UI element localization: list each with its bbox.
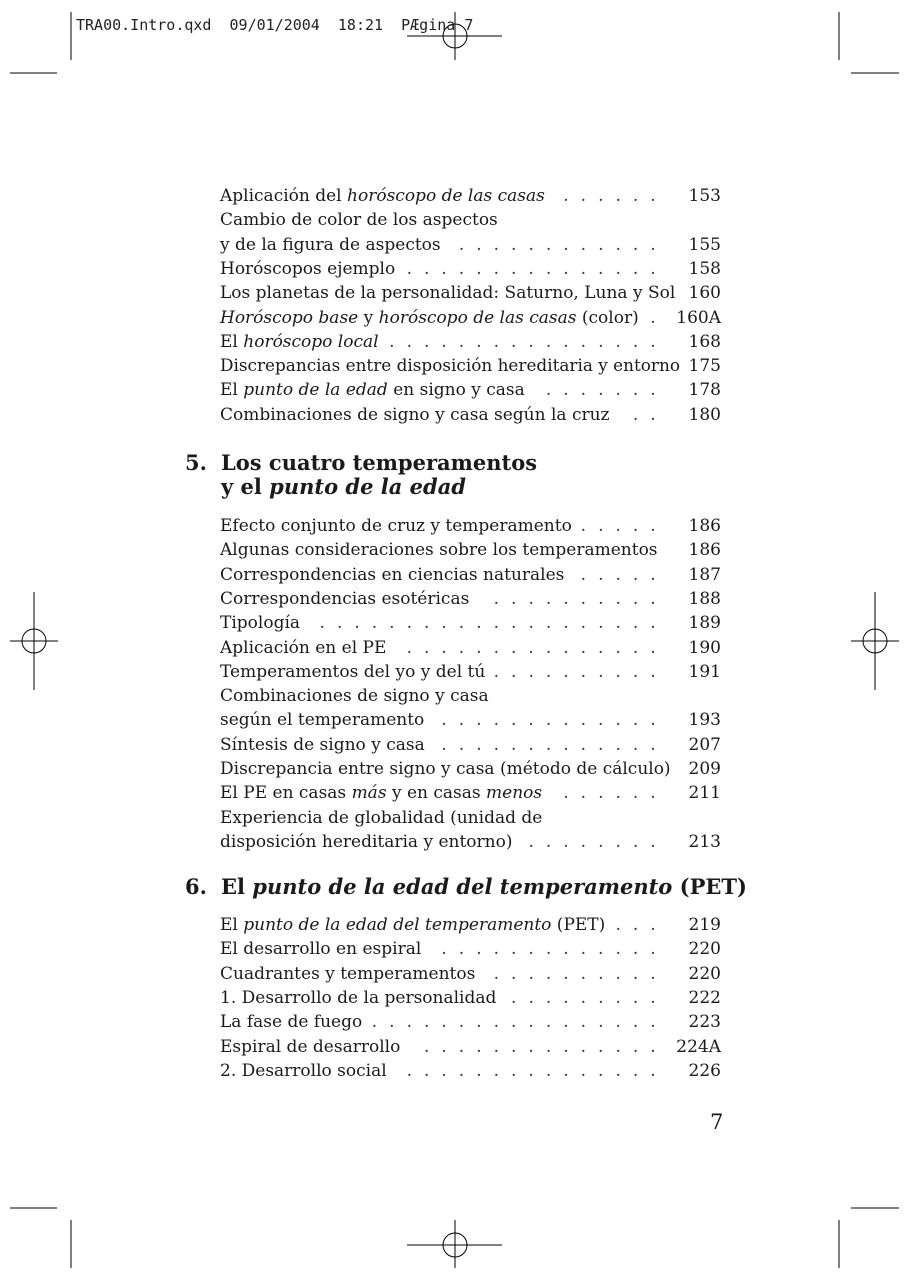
toc-leader-dots: . . . . . . . . . . . . . [441, 710, 659, 731]
toc-entry-text [220, 831, 512, 853]
toc-entry-text [220, 307, 639, 329]
toc-leader-dots: . . . . . . . . . . . . . . . . . [371, 1012, 659, 1033]
toc-entry-italic: horóscopo de las casas [347, 186, 545, 206]
toc-page-number: 219 [688, 915, 721, 935]
toc-page-number: 226 [688, 1060, 721, 1081]
chapter-title-italic: punto de la edad [269, 474, 466, 499]
toc-entry-text [220, 258, 395, 280]
toc-entry-plain: Cambio de color de los aspectos [220, 210, 498, 231]
toc-entry-plain: Espiral de desarrollo [220, 1036, 401, 1057]
toc-entry-plain: Cuadrantes y temperamentos [220, 963, 476, 984]
toc-leader-dots: . . . . . . . . . . . . . [441, 734, 659, 755]
toc-entry-plain: El [220, 380, 244, 401]
toc-page-number: 180 [688, 404, 721, 425]
toc-page-number: 193 [688, 710, 721, 731]
toc-entry-text [220, 1011, 362, 1033]
toc-page-number: 220 [688, 939, 721, 960]
toc-entry-text [220, 612, 300, 634]
toc-entry-plain: Combinaciones de signo y casa según la cruz [220, 404, 610, 425]
toc-entry-plain: Combinaciones de signo y casa [220, 686, 489, 707]
toc-entry-text [220, 234, 441, 256]
chapter-title-plain: (PET) [672, 874, 747, 899]
toc-entry-plain: Correspondencias esotéricas [220, 588, 470, 609]
toc-leader-dots: . [650, 307, 659, 328]
toc-entry-plain: El PE en casas [220, 783, 352, 804]
toc-page-number: 188 [688, 588, 721, 609]
toc-leader-dots: . . . . . . . . [528, 831, 659, 852]
toc-entry-plain: Correspondencias en ciencias naturales [220, 564, 565, 585]
toc-entry-plain: Experiencia de globalidad (unidad de [220, 807, 543, 828]
toc-page-number: 209 [688, 759, 721, 779]
toc-leader-dots: . . . . . . . . . . . . . . . [406, 258, 659, 279]
toc-entry-plain: Los planetas de la personalidad: Saturno, Luna y Sol [220, 283, 676, 304]
toc-leader-dots: . . . . . . . . . [511, 987, 659, 1008]
page-number: 7 [710, 1110, 724, 1134]
toc-entry-text [220, 709, 424, 731]
toc-entry-text [220, 564, 564, 586]
toc-entry-plain: La fase de fuego [220, 1012, 363, 1033]
toc-entry-text [220, 938, 421, 960]
toc-entry-plain: (color) [576, 307, 639, 328]
toc-leader-dots: . . . . . . . . . . . . . . . [406, 1060, 659, 1081]
chapter-title-italic: punto de la edad del temperamento [252, 874, 673, 899]
toc-entry-plain: y en casas [386, 783, 487, 804]
toc-entry-plain: (PET) [551, 915, 606, 935]
toc-leader-dots: . . . . . . . . . . [493, 661, 659, 682]
toc-entry-text [220, 588, 469, 610]
toc-entry-italic: más [351, 783, 387, 804]
toc-entry-text [220, 331, 379, 353]
toc-entry-text [220, 637, 386, 659]
toc-page-number: 187 [688, 564, 721, 585]
toc-entry-text [220, 685, 489, 707]
toc-entry-text [220, 734, 425, 756]
toc-leader-dots: . . . . . . . . . . [493, 963, 659, 984]
toc-entry-plain: Efecto conjunto de cruz y temperamento [220, 516, 572, 536]
toc-page-number: 207 [688, 734, 721, 755]
toc-entry-text [220, 539, 658, 561]
toc-entry-text [220, 209, 498, 231]
toc-leader-dots: . . [632, 404, 659, 425]
toc-page-number: 158 [688, 258, 721, 279]
toc-page-number: 189 [688, 613, 721, 634]
toc-entry-text [220, 963, 475, 985]
toc-page-number: 213 [688, 831, 721, 852]
toc-entry-plain: Aplicación del [220, 186, 348, 206]
chapter-title-line1: Los cuatro temperamentos [221, 450, 538, 475]
toc-leader-dots: . . . . . . . . . . . . . . [423, 1036, 659, 1057]
toc-page-number: 155 [688, 234, 721, 255]
toc-entry-italic: horóscopo local [243, 331, 379, 352]
toc-entry-text [220, 914, 605, 936]
toc-entry-plain: Horóscopos ejemplo [220, 258, 396, 279]
chapter-title-plain: El [221, 874, 253, 899]
toc-entry-plain: en signo y casa [387, 380, 525, 401]
toc-leader-dots: . . . . . . . . . . . . . . . . . . . . [319, 613, 659, 634]
toc-entry-text [220, 1060, 387, 1082]
toc-leader-dots: . . . . . [580, 516, 659, 536]
toc-page-number: 223 [688, 1012, 721, 1033]
toc-leader-dots: . . . . . . . . . . . . . . . [406, 637, 659, 658]
toc-entry-text [220, 404, 610, 426]
toc-entry-italic: horóscopo de las casas [378, 307, 577, 328]
toc-entry-italic: punto de la edad [243, 380, 388, 401]
toc-page-number: 168 [688, 331, 721, 352]
toc-entry-plain: y de la figura de aspectos [220, 234, 441, 255]
toc-entry-plain: Tipología [220, 613, 301, 634]
toc-entry-italic: Horóscopo base [220, 307, 359, 328]
toc-entry-plain: Temperamentos del yo y del tú [220, 661, 486, 682]
chapter-title [221, 874, 747, 899]
toc-entry-text [220, 807, 542, 829]
toc-entry-text [220, 987, 496, 1009]
toc-page-number: 190 [688, 637, 721, 658]
toc-page-number: 175 [688, 356, 721, 377]
toc-page-number: 153 [688, 186, 721, 206]
toc-entry-plain: Síntesis de signo y casa [220, 734, 425, 755]
toc-entry-italic: punto de la edad del temperamento [243, 915, 552, 935]
toc-leader-dots: . . . [615, 915, 659, 935]
toc-entry-plain: El [220, 915, 244, 935]
toc-page-number: 178 [688, 380, 721, 401]
toc-page-number: 224A [676, 1036, 721, 1057]
toc-leader-dots: . . . . . . . . . . . . [458, 234, 659, 255]
toc-entry-text [220, 758, 671, 780]
toc-entry-plain: El [220, 331, 244, 352]
toc-entry-text [220, 185, 545, 207]
toc-page-number: 191 [688, 661, 721, 682]
toc-entry-plain: Algunas consideraciones sobre los temperamentos [220, 540, 658, 561]
toc-entry-text [220, 379, 525, 401]
toc-entry-plain: El desarrollo en espiral [220, 939, 422, 960]
toc-entry-text [220, 661, 485, 683]
toc-entry-plain: Discrepancias entre disposición hereditaria y entorno [220, 356, 680, 377]
toc-leader-dots: . . . . . . . . . . . . . [441, 939, 659, 960]
chapter-title-plain: y el [221, 474, 270, 499]
toc-page-number: 186 [688, 540, 721, 561]
toc-page-number: 220 [688, 963, 721, 984]
chapter-number: 6. [185, 874, 207, 899]
toc-entry-text [220, 355, 680, 377]
toc-leader-dots: . . . . . . [563, 783, 659, 804]
toc-page-number: 160 [688, 283, 721, 304]
toc-page-number: 186 [688, 516, 721, 536]
toc-page-number: 211 [688, 783, 721, 804]
toc-entry-plain: y [358, 307, 379, 328]
toc-entry-plain: 1. Desarrollo de la personalidad [220, 987, 497, 1008]
toc-entry-italic: menos [486, 783, 543, 804]
print-slug-line: TRA00.Intro.qxd 09/01/2004 18:21 PÆgina 7 [76, 16, 474, 34]
toc-entry-plain: según el temperamento [220, 710, 425, 731]
toc-entry-text [220, 282, 675, 304]
toc-leader-dots: . . . . . . . . . . [493, 588, 659, 609]
toc-entry-plain: Aplicación en el PE [220, 637, 387, 658]
toc-leader-dots: . . . . . . . [545, 380, 659, 401]
toc-leader-dots: . . . . . . [563, 186, 659, 206]
toc-page-number: 222 [688, 987, 721, 1008]
toc-entry-text [220, 1036, 400, 1058]
toc-entry-plain: disposición hereditaria y entorno) [220, 831, 513, 852]
chapter-number: 5. [185, 450, 207, 475]
toc-leader-dots: . . . . . . . . . . . . . . . . [389, 331, 659, 352]
toc-entry-text [220, 782, 542, 804]
chapter-title-line2 [221, 474, 466, 499]
toc-entry-text [220, 515, 572, 537]
toc-entry-plain: 2. Desarrollo social [220, 1060, 387, 1081]
toc-entry-plain: Discrepancia entre signo y casa (método de cálculo) [220, 759, 671, 779]
toc-page-number: 160A [676, 307, 721, 328]
toc-leader-dots: . . . . . [580, 564, 659, 585]
